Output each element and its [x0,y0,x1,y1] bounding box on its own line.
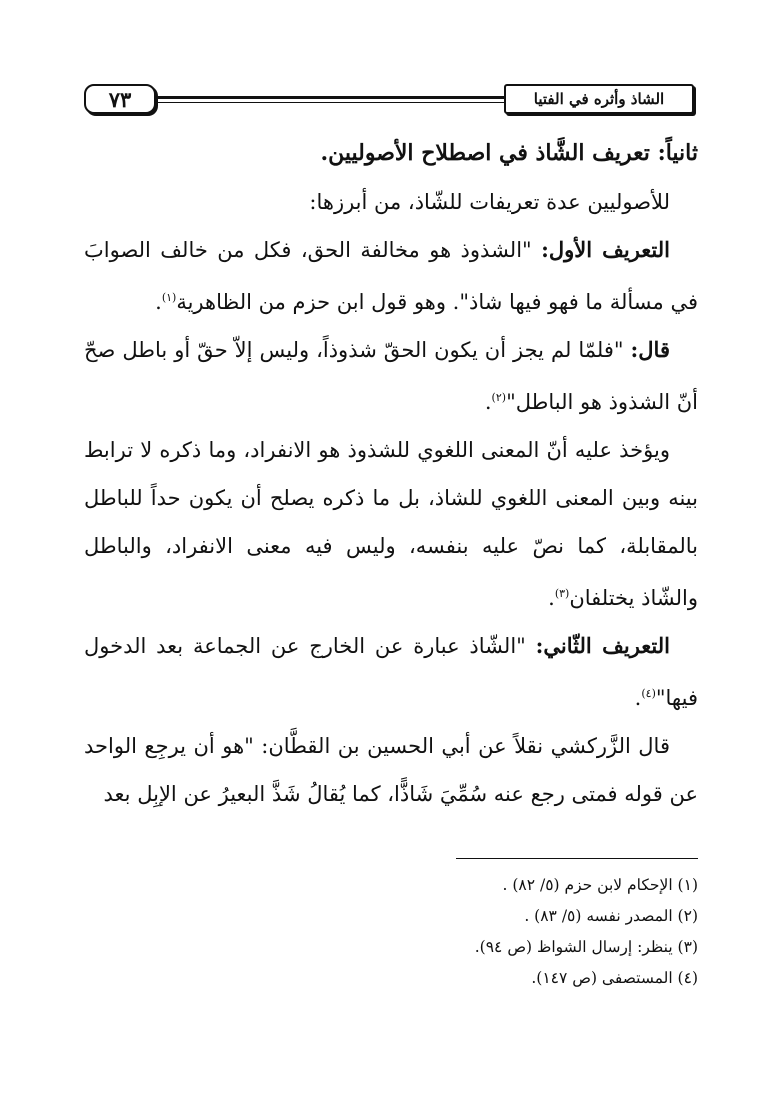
footnote-4: (٤) المستصفى (ص ١٤٧). [531,969,698,987]
zarkashi-paragraph: قال الزَّركشي نقلاً عن أبي الحسين بن القطَّان: "هو أن يرجِع الواحد عن قوله فمتى رجع عنه سُمِّيَ شَاذًّا، كما يُقالُ شَذَّ البعيرُ عن الإبِل بعد [84,734,698,806]
definition-1-label: التعريف الأول: [541,237,670,262]
page-number: ٧٣ [108,86,132,112]
footnote-2: (٢) المصدر نفسه (٥/ ٨٣) . [524,907,698,925]
footnote-ref-1: (١) [161,291,177,304]
page-number-box [84,84,156,114]
footnote-ref-3: (٣) [554,587,570,600]
header-rule-thin [156,102,504,103]
footnote-separator [456,858,698,859]
main-text [84,130,698,818]
quote-end: . [484,390,492,414]
critique-text: ويؤخذ عليه أنّ المعنى اللغوي للشذوذ هو الانفراد، وما ذكره لا ترابط بينه وبين المعنى اللغوي للشاذ، بل ما ذكره يصلح أن يكون حداً للباطل بالمقابلة، كما نصّ عليه بنفسه، وليس فيه معنى الانفراد، والباطل والشّاذ يختلفان [84,438,698,610]
definition-1-end: . [155,290,162,314]
running-title: الشاذ وأثره في الفتيا [533,90,665,108]
definition-2-text: "الشّاذ عبارة عن الخارج عن الجماعة بعد الدخول فيها" [84,634,698,710]
intro-paragraph: للأصوليين عدة تعريفات للشّاذ، من أبرزها: [309,190,670,214]
quote-paragraph [84,326,698,426]
footnote-ref-4: (٤) [641,687,656,700]
page-header [84,84,694,116]
footnote-1: (١) الإحكام لابن حزم (٥/ ٨٢) . [502,876,698,894]
footnote-ref-2: (٢) [491,391,507,404]
definition-1-paragraph [84,226,698,326]
header-rule-thick [156,96,504,99]
footnote-3: (٣) ينظر: إرسال الشواظ (ص ٩٤). [474,938,698,956]
critique-paragraph [84,426,698,622]
definition-2-end: . [634,686,642,710]
definition-2-label: التعريف الثّاني: [535,633,671,658]
definition-2-paragraph [84,622,698,722]
running-title-box [504,84,694,114]
footnotes [84,870,698,994]
critique-end: . [548,586,555,610]
quote-text: "فلمّا لم يجز أن يكون الحقّ شذوذاً، وليس إلاّ حقّ أو باطل صحّ أنّ الشذوذ هو الباطل" [84,338,698,414]
section-heading: ثانياً: تعريف الشَّاذ في اصطلاح الأصوليين. [320,140,698,166]
definition-1-text: "الشذوذ هو مخالفة الحق، فكل من خالف الصوابَ في مسألة ما فهو فيها شاذ". وهو قول ابن حزم من الظاهرية [84,238,698,314]
quote-label: قال: [630,337,670,362]
